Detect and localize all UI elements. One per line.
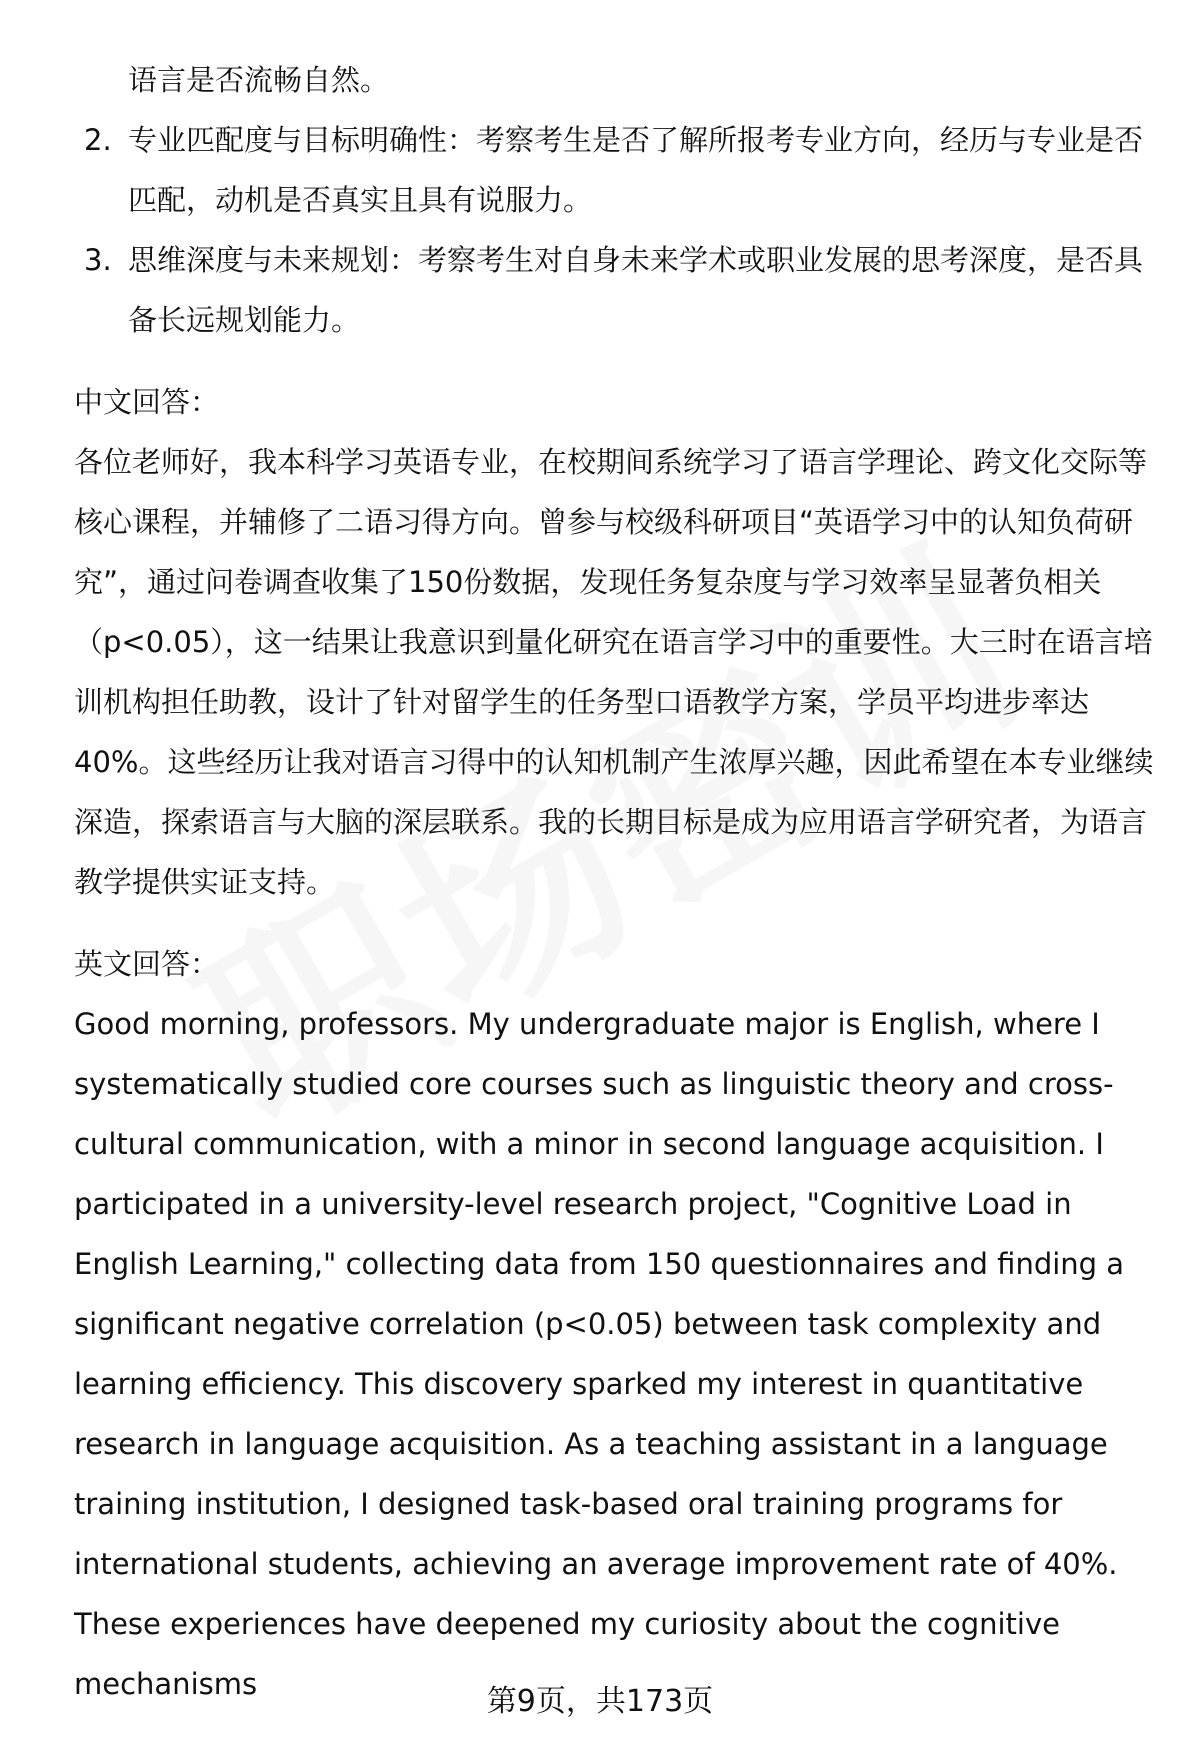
chinese-answer-paragraph: 各位老师好，我本科学习英语专业，在校期间系统学习了语言学理论、跨文化交际等核心课程，并辅修了二语习得方向。曾参与校级科研项目“英语学习中的认知负荷研究”，通过问卷调查收集了150份数据，发现任务复杂度与学习效率呈显著负相关（p<0.05），这一结果让我意识到量化研究在语言学习中的重要性。大三时在语言培训机构担任助教，设计了针对留学生的任务型口语教学方案，学员平均进步率达40%。这些经历让我对语言习得中的认知机制产生浓厚兴趣，因此希望在本专业继续深造，探索语言与大脑的深层联系。我的长期目标是成为应用语言学研究者，为语言教学提供实证支持。 <box>74 445 1154 899</box>
english-answer-label: 英文回答： <box>74 947 220 981</box>
list-item-number: 3. <box>84 243 112 277</box>
list-item-number: 2. <box>84 123 112 157</box>
list-item-continuation: 语言是否流畅自然。 <box>128 63 390 97</box>
chinese-answer-label: 中文回答： <box>74 385 220 419</box>
list-item <box>74 110 1160 230</box>
document-content <box>74 50 1160 1714</box>
list-item <box>74 230 1160 350</box>
english-answer-paragraph: Good morning, professors. My undergraduate major is English, where I systematically studied core courses such as linguistic theory and cross-cultural communication, with a minor in second language acquisition. I participated in a university-level research project, "Cognitive Load in English Learning," collecting data from 150 questionnaires and finding a significant negative correlation (p<0.05) between task complexity and learning efficiency. This discovery sparked my interest in quantitative research in language acquisition. As a teaching assistant in a language training institution, I designed task-based oral training programs for international students, achieving an average improvement rate of 40%. These experiences have deepened my curiosity about the cognitive mechanisms <box>74 1007 1125 1701</box>
list-item-text: 思维深度与未来规划：考察考生对自身未来学术或职业发展的思考深度，是否具备长远规划能力。 <box>128 243 1144 337</box>
list-item-text: 专业匹配度与目标明确性：考察考生是否了解所报考专业方向，经历与专业是否匹配，动机是否真实且具有说服力。 <box>128 123 1144 217</box>
evaluation-criteria-list <box>74 110 1160 350</box>
page-footer: 第9页，共173页 <box>486 1684 714 1719</box>
